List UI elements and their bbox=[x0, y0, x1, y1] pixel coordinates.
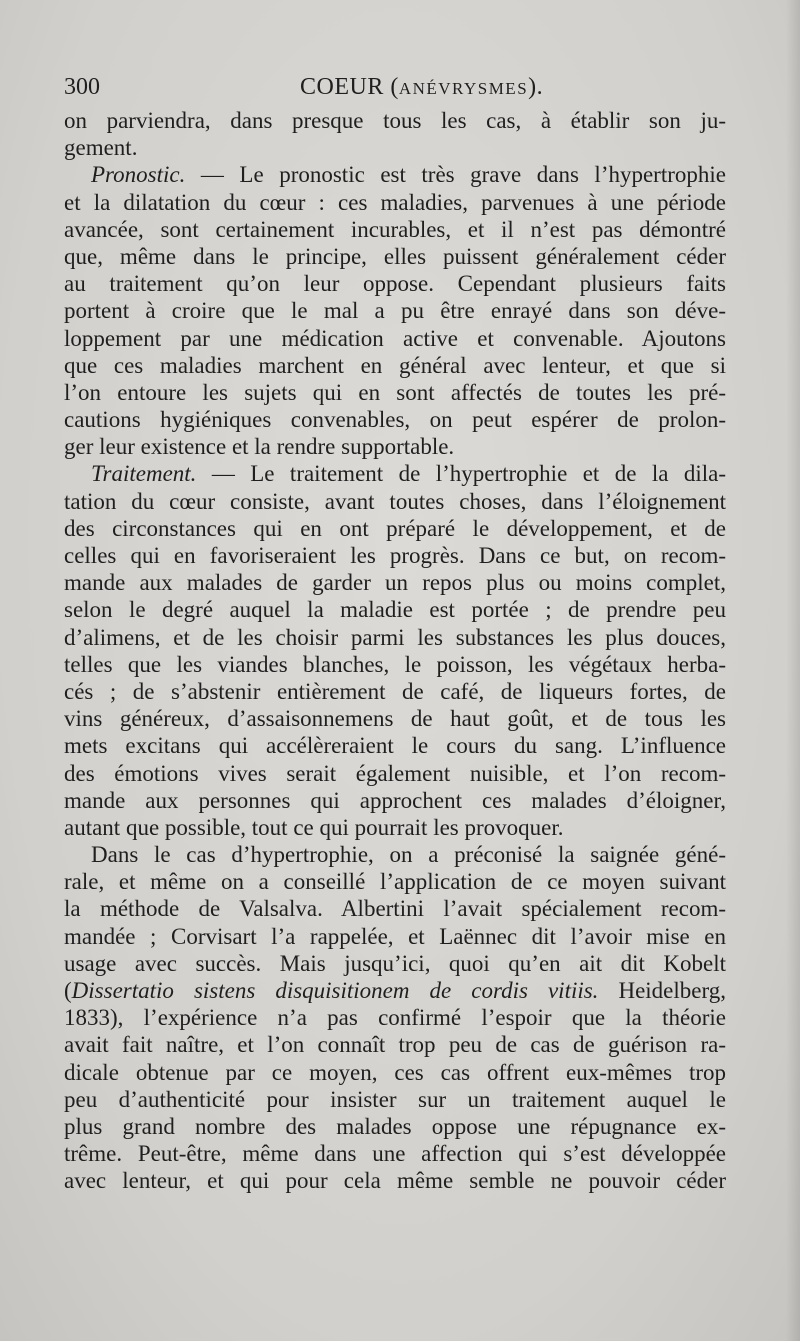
text-line: gement. bbox=[64, 135, 138, 161]
text-line: trême. Peut-être, même dans une affection qui s’est développée bbox=[64, 1141, 726, 1167]
text-line: mande aux personnes qui approchent ces malades d’éloigner, bbox=[64, 787, 726, 813]
text-line: dicale obtenue par ce moyen, ces cas offrent eux-mêmes trop bbox=[64, 1059, 726, 1085]
citation-title: Dissertatio sistens disquisitionem de cordis vitiis. bbox=[71, 978, 599, 1003]
text-line: que ces maladies marchent en général avec lenteur, et que si bbox=[64, 352, 726, 378]
pronostic-heading: Pronostic. bbox=[91, 162, 186, 188]
text-line: loppement par une médication active et convenable. Ajoutons bbox=[64, 325, 726, 351]
text-line: tation du cœur consiste, avant toutes choses, dans l’éloignement bbox=[64, 488, 726, 514]
running-head-small-caps: ANÉVRYSMES bbox=[398, 79, 529, 98]
text-line: mande aux malades de garder un repos plus ou moins complet, bbox=[64, 570, 726, 596]
running-head bbox=[64, 70, 726, 104]
page-number: 300 bbox=[64, 74, 100, 100]
text-line: l’on entoure les sujets qui en sont affectés de toutes les pré- bbox=[64, 379, 726, 405]
running-head-title bbox=[300, 70, 543, 106]
text-line: au traitement qu’on leur oppose. Cependant plusieurs faits bbox=[64, 271, 726, 297]
text-line: on parviendra, dans presque tous les cas, à établir son ju- bbox=[64, 108, 726, 133]
text-line: avec lenteur, et qui pour cela même semble ne pouvoir céder bbox=[64, 1168, 726, 1194]
running-head-paren-open: ( bbox=[383, 74, 399, 100]
text-line: avait fait naître, et l’on connaît trop peu de cas de guérison ra- bbox=[64, 1032, 726, 1058]
text-line: 1833), l’expérience n’a pas confirmé l’espoir que la théorie bbox=[64, 1005, 726, 1031]
text-line bbox=[64, 977, 726, 1004]
text-line: usage avec succès. Mais jusqu’ici, quoi qu’en ait dit Kobelt bbox=[64, 950, 726, 976]
text-line: selon le degré auquel la maladie est portée ; de prendre peu bbox=[64, 597, 726, 623]
text-line: et la dilatation du cœur : ces maladies, parvenues à une période bbox=[64, 189, 726, 215]
text-line: celles qui en favoriseraient les progrès. Dans ce but, on recom- bbox=[64, 543, 726, 568]
running-head-paren-close: ). bbox=[528, 74, 544, 100]
text-line: ger leur existence et la rendre supportable. bbox=[64, 434, 455, 460]
text-line: rale, et même on a conseillé l’application de ce moyen suivant bbox=[64, 869, 726, 895]
text-line: portent à croire que le mal a pu être enrayé dans son déve- bbox=[64, 298, 726, 324]
text-line-rest: Heidelberg, bbox=[598, 978, 726, 1003]
text-line-rest: — Le traitement de l’hypertrophie et de la dila- bbox=[196, 461, 726, 487]
text-line: plus grand nombre des malades oppose une répugnance ex- bbox=[64, 1113, 726, 1139]
text-line: mets excitans qui accélèreraient le cours du sang. L’influence bbox=[64, 733, 726, 759]
text-line: d’alimens, et de les choisir parmi les substances les plus douces, bbox=[64, 624, 726, 650]
text-line: cautions hygiéniques convenables, on peut espérer de prolon- bbox=[64, 407, 726, 433]
text-line bbox=[64, 161, 726, 188]
traitement-heading: Traitement. bbox=[91, 461, 197, 487]
text-line: cés ; de s’abstenir entièrement de café, de liqueurs fortes, de bbox=[64, 678, 726, 704]
text-line: des circonstances qui en ont préparé le développement, et de bbox=[64, 515, 726, 541]
running-head-main: COEUR bbox=[300, 74, 384, 100]
text-line: vins généreux, d’assaisonnemens de haut goût, et de tous les bbox=[64, 706, 726, 732]
citation-paren: ( bbox=[64, 978, 72, 1003]
text-line: la méthode de Valsalva. Albertini l’avait spécialement recom- bbox=[64, 896, 726, 922]
page-edge-shadow bbox=[786, 0, 800, 1341]
text-line: mandée ; Corvisart l’a rappelée, et Laënnec dit l’avoir mise en bbox=[64, 923, 726, 949]
text-line bbox=[64, 460, 726, 487]
text-line-rest: — Le pronostic est très grave dans l’hypertrophie bbox=[185, 162, 726, 188]
text-line: peu d’authenticité pour insister sur un traitement auquel le bbox=[64, 1086, 726, 1112]
text-line: que, même dans le principe, elles puissent généralement céder bbox=[64, 243, 726, 269]
text-line: Dans le cas d’hypertrophie, on a préconisé la saignée géné- bbox=[91, 842, 726, 868]
text-line: des émotions vives serait également nuisible, et l’on recom- bbox=[64, 760, 726, 786]
text-line: autant que possible, tout ce qui pourrait les provoquer. bbox=[64, 814, 564, 840]
text-line: avancée, sont certainement incurables, et il n’est pas démontré bbox=[64, 216, 726, 242]
body-text bbox=[64, 107, 726, 1195]
text-line: telles que les viandes blanches, le poisson, les végétaux herba- bbox=[64, 651, 726, 677]
